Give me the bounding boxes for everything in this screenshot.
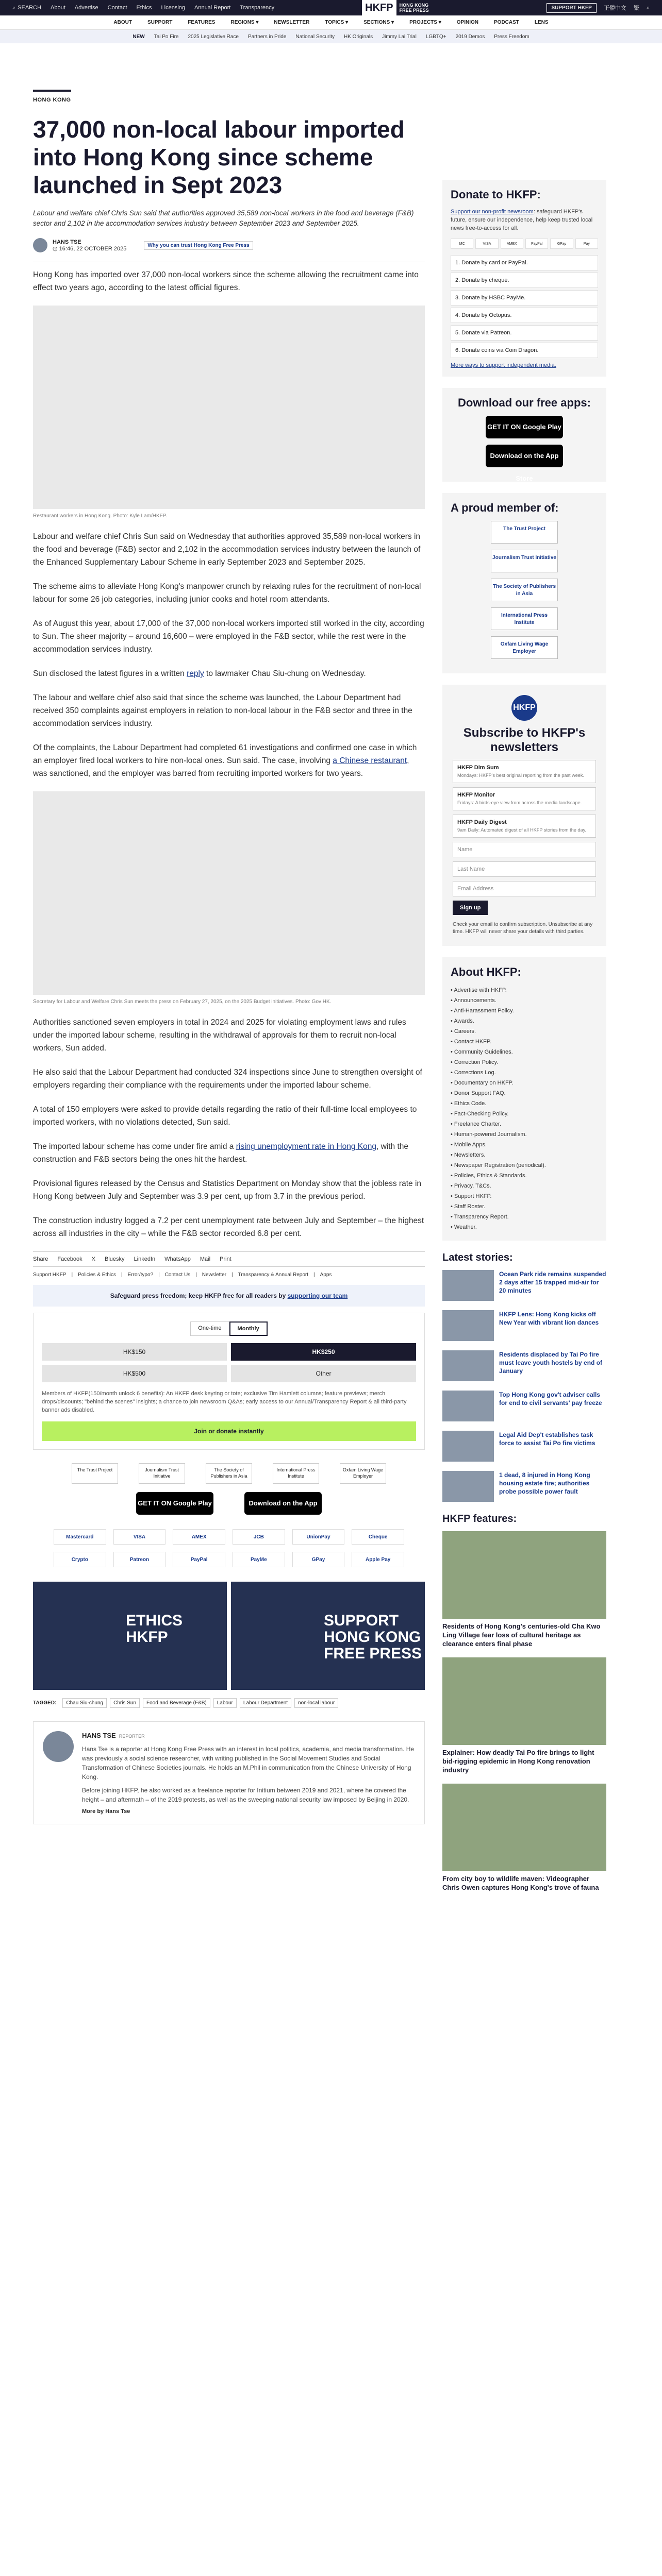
about-link[interactable]: • Policies, Ethics & Standards.: [451, 1171, 598, 1181]
apps-widget: [442, 388, 606, 482]
nav-sections[interactable]: SECTIONS ▾: [363, 20, 394, 25]
support-link[interactable]: Contact Us: [164, 1272, 191, 1278]
amount-option[interactable]: HK$150: [42, 1343, 227, 1361]
story-headline[interactable]: Residents displaced by Tai Po fire must leave youth hostels by end of January: [499, 1351, 603, 1375]
share-facebook[interactable]: Facebook: [57, 1256, 82, 1262]
donate-option[interactable]: 2. Donate by cheque.: [451, 273, 598, 288]
tag[interactable]: non-local labour: [294, 1698, 338, 1708]
top-bar: [0, 0, 662, 15]
about-link[interactable]: • Mobile Apps.: [451, 1140, 598, 1150]
trust-project-logo[interactable]: The Trust Project: [72, 1463, 118, 1484]
about-link[interactable]: • Transparency Report.: [451, 1212, 598, 1222]
paragraph: Of the complaints, the Labour Department had completed 61 investigations and confirmed one case in which an employer fired local workers to hire non-local ones. Sun said. The case, involving a Chinese restaurant, was sanctioned, and the employer was barred from recruiting imported workers for two years.: [33, 743, 417, 778]
payment-logo: Cheque: [352, 1529, 404, 1545]
hkfp-badge: HKFP: [511, 695, 537, 721]
amount-option[interactable]: HK$500: [42, 1365, 227, 1382]
support-link[interactable]: Newsletter: [202, 1272, 227, 1278]
separator: |: [71, 1272, 73, 1278]
feature-headline[interactable]: Explainer: How deadly Tai Po fire brings to light bid-rigging epidemic in Hong Kong renovation industry: [442, 1749, 594, 1774]
apps-title: Download our free apps:: [458, 396, 591, 409]
lang-zh-link[interactable]: 正體中文: [603, 5, 626, 11]
tag[interactable]: Chris Sun: [110, 1698, 140, 1708]
payment-logo: Apple Pay: [352, 1552, 404, 1567]
payment-logo: AMEX: [173, 1529, 225, 1545]
about-link[interactable]: • Documentary on HKFP.: [451, 1078, 598, 1088]
first-name-field[interactable]: Name: [453, 842, 596, 857]
paragraph: Authorities sanctioned seven employers in total in 2024 and 2025 for violating employment laws and rules under the imported labour scheme, resulting in the withdrawal of approvals for them to recruit non-local workers, Sun added.: [33, 1018, 406, 1053]
feature-image: [442, 1657, 606, 1745]
search-icon[interactable]: ⌕: [646, 4, 650, 11]
nav-newsletter[interactable]: NEWSLETTER: [274, 20, 310, 25]
about-link[interactable]: • Awards.: [451, 1016, 598, 1026]
about-link[interactable]: • Staff Roster.: [451, 1201, 598, 1212]
support-link[interactable]: Apps: [320, 1272, 332, 1278]
jti-logo[interactable]: Journalism Trust Initiative: [491, 550, 558, 572]
top-link-annual-report[interactable]: Annual Report: [194, 5, 231, 11]
share-x[interactable]: X: [91, 1256, 96, 1262]
story-thumbnail: [442, 1391, 494, 1421]
card-logo: VISA: [475, 239, 498, 249]
signup-button[interactable]: Sign up: [453, 901, 488, 915]
about-link[interactable]: • Donor Support FAQ.: [451, 1088, 598, 1098]
lang-zh-abbr[interactable]: 繁: [633, 5, 639, 11]
nav-podcast[interactable]: PODCAST: [494, 20, 519, 25]
feature-item[interactable]: [442, 1784, 606, 1892]
sopa-logo[interactable]: The Society of Publishers in Asia: [491, 579, 558, 601]
freq-monthly[interactable]: Monthly: [229, 1321, 268, 1336]
payment-logo: Patreon: [113, 1552, 166, 1567]
payment-logo: JCB: [233, 1529, 285, 1545]
search-link[interactable]: ⌕ SEARCH: [12, 4, 42, 11]
features-title: HKFP features:: [442, 1513, 517, 1524]
card-logo: Pay: [575, 239, 598, 249]
tags-label: TAGGED:: [33, 1700, 57, 1706]
lede: Hong Kong has imported over 37,000 non-local workers since the scheme allowing the recruitment came into effect two years ago, according to the latest official figures.: [33, 270, 419, 292]
story-item[interactable]: [442, 1471, 606, 1502]
top-link-advertise[interactable]: Advertise: [74, 5, 98, 11]
newsletter-option[interactable]: HKFP Dim Sum Mondays: HKFP's best original reporting from the past week.: [453, 760, 596, 783]
oxfam-logo[interactable]: Oxfam Living Wage Employer: [491, 636, 558, 659]
about-link[interactable]: • Corrections Log.: [451, 1067, 598, 1078]
payment-logo: GPay: [292, 1552, 345, 1567]
ipi-logo[interactable]: International Press Institute: [273, 1463, 319, 1484]
share-print[interactable]: Print: [220, 1256, 231, 1262]
author-box: [33, 1721, 425, 1824]
freq-one-time[interactable]: One-time: [190, 1321, 229, 1336]
nav-features[interactable]: FEATURES: [188, 20, 216, 25]
article-kicker[interactable]: HONG KONG: [33, 90, 71, 103]
paragraph: He also said that the Labour Department had conducted 324 inspections since June to strengthen oversight of employers regarding their compliance with the requirements under the imported labour scheme.: [33, 1068, 422, 1090]
nav-opinion[interactable]: OPINION: [456, 20, 478, 25]
member-title: A proud member of:: [451, 501, 559, 514]
membership-note: Members of HKFP(150/month unlock 6 benefits): An HKFP desk keyring or tote; exclusive Tim Hamlett columns; feature previews; merch drops/discounts; "behind the scenes" insights; a chance to join newsroom Q&As; early access to our Annual/Transparency Report & all third-party banner ads disabled.: [42, 1391, 407, 1413]
paragraph: The labour and welfare chief also said that since the scheme was launched, the Labour Department had received 350 complaints against employers in relation to non-local labour in the F&B sector and three in the accommodation services industry.: [33, 693, 412, 728]
about-link[interactable]: • Fact-Checking Policy.: [451, 1109, 598, 1119]
payment-logo: UnionPay: [292, 1529, 345, 1545]
donate-option[interactable]: 6. Donate coins via Coin Dragon.: [451, 343, 598, 358]
story-item[interactable]: [442, 1391, 606, 1421]
paragraph: Labour and welfare chief Chris Sun said on Wednesday that authorities approved 35,589 non-local workers in the food and beverage (F&B) sector and 2,102 in the accommodation services industry between the launch of the Enhanced Supplementary Labour Scheme in early September 2023 and September 2025.: [33, 532, 421, 567]
payment-logo: VISA: [113, 1529, 166, 1545]
separator: |: [158, 1272, 160, 1278]
about-link[interactable]: • Ethics Code.: [451, 1098, 598, 1109]
donate-title: Donate to HKFP:: [451, 188, 541, 201]
share-bar: [33, 1251, 425, 1267]
top-link-licensing[interactable]: Licensing: [161, 5, 185, 11]
hot-link[interactable]: Partners in Pride: [247, 33, 287, 40]
feature-image: [442, 1531, 606, 1619]
latest-title: Latest stories:: [442, 1252, 513, 1263]
top-link-ethics[interactable]: Ethics: [136, 5, 152, 11]
search-icon: ⌕: [12, 4, 16, 11]
hot-link[interactable]: HK Originals: [343, 33, 373, 40]
nav-support[interactable]: SUPPORT: [147, 20, 173, 25]
email-field[interactable]: Email Address: [453, 881, 596, 896]
tag[interactable]: Labour: [213, 1698, 237, 1708]
about-link[interactable]: • Advertise with HKFP.: [451, 985, 598, 995]
top-link-transparency[interactable]: Transparency: [240, 5, 275, 11]
separator: |: [195, 1272, 197, 1278]
google-play-badge[interactable]: GET IT ON Google Play: [486, 416, 563, 438]
separator: |: [313, 1272, 315, 1278]
trust-pill[interactable]: Why you can trust Hong Kong Free Press: [144, 241, 253, 250]
card-logos: [451, 239, 598, 249]
about-title: About HKFP:: [451, 965, 521, 978]
share-whatsapp[interactable]: WhatsApp: [164, 1256, 191, 1262]
donate-option[interactable]: 5. Donate via Patreon.: [451, 325, 598, 341]
byline: [33, 238, 425, 252]
support-team-link[interactable]: supporting our team: [287, 1292, 348, 1299]
app-store-badge[interactable]: Download on the App Store: [486, 445, 563, 467]
member-widget: [442, 493, 606, 673]
donate-option[interactable]: 3. Donate by HSBC PayMe.: [451, 290, 598, 306]
story-headline[interactable]: Top Hong Kong gov't adviser calls for end to civil servants' pay freeze: [499, 1391, 602, 1406]
join-donate-button[interactable]: Join or donate instantly: [42, 1421, 416, 1441]
ethics-promo[interactable]: ETHICS HKFP: [33, 1582, 227, 1690]
separator: |: [231, 1272, 233, 1278]
story-thumbnail: [442, 1310, 494, 1341]
support-hkfp-button[interactable]: SUPPORT HKFP: [547, 3, 596, 13]
amount-option[interactable]: Other: [231, 1365, 416, 1382]
newsletter-note: Check your email to confirm subscription. Unsubscribe at any time. HKFP will never share your details with third parties.: [453, 922, 593, 935]
story-headline[interactable]: 1 dead, 8 injured in Hong Kong housing estate fire; authorities probe possible power fault: [499, 1471, 590, 1495]
article-dek: Labour and welfare chief Chris Sun said that authorities approved 35,589 non-local workers in the food and beverage (F&B) sector and 2,102 in the accommodation services industry between September 2023 and September 2025.: [33, 209, 414, 227]
article-date: ◷ 16:46, 22 OCTOBER 2025: [53, 245, 127, 252]
main-nav: [0, 15, 662, 30]
feature-headline[interactable]: Residents of Hong Kong's centuries-old Cha Kwo Ling Village fear loss of cultural heritage as clearance enters final phase: [442, 1622, 601, 1648]
author-box-name[interactable]: HANS TSE: [82, 1732, 116, 1739]
nav-lens[interactable]: LENS: [534, 20, 549, 25]
top-link-about[interactable]: About: [51, 5, 65, 11]
tag[interactable]: Chau Siu-chung: [62, 1698, 107, 1708]
story-item[interactable]: [442, 1270, 606, 1301]
image-caption: Restaurant workers in Hong Kong. Photo: Kyle Lam/HKFP.: [33, 513, 167, 519]
article-image-chris-sun: [33, 791, 425, 995]
safeguard-banner: Safeguard press freedom; keep HKFP free for all readers by supporting our team: [33, 1285, 425, 1307]
story-thumbnail: [442, 1431, 494, 1462]
about-link[interactable]: • Announcements.: [451, 995, 598, 1006]
share-bluesky[interactable]: Bluesky: [105, 1256, 125, 1262]
story-item[interactable]: [442, 1310, 606, 1341]
more-ways-link[interactable]: More ways to support independent media.: [451, 362, 556, 368]
sidebar: [442, 180, 606, 1901]
hot-topics-bar: [0, 30, 662, 43]
story-headline[interactable]: Ocean Park ride remains suspended 2 days after 15 trapped mid-air for 20 minutes: [499, 1270, 606, 1294]
card-logo: AMEX: [501, 239, 523, 249]
last-name-field[interactable]: Last Name: [453, 861, 596, 877]
brand-name-line2: FREE PRESS: [399, 8, 429, 13]
brand-name-line1: HONG KONG: [399, 3, 429, 8]
support-promo[interactable]: SUPPORT HONG KONG FREE PRESS: [231, 1582, 425, 1690]
nav-regions[interactable]: REGIONS ▾: [230, 20, 259, 25]
about-link[interactable]: • Privacy, T&Cs.: [451, 1181, 598, 1191]
paragraph: Sun disclosed the latest figures in a written reply to lawmaker Chau Siu-chung on Wednesday.: [33, 669, 366, 678]
payment-logo: PayPal: [173, 1552, 225, 1567]
support-links: [33, 1272, 425, 1278]
payment-logo: PayMe: [233, 1552, 285, 1567]
trust-project-logo[interactable]: The Trust Project: [491, 521, 558, 544]
reply-link[interactable]: reply: [187, 669, 204, 678]
about-link[interactable]: • Freelance Charter.: [451, 1119, 598, 1129]
story-item[interactable]: [442, 1431, 606, 1462]
newsletter-option[interactable]: HKFP Daily Digest 9am Daily: Automated digest of all HKFP stories from the day.: [453, 815, 596, 838]
donate-option[interactable]: 4. Donate by Octopus.: [451, 308, 598, 323]
share-mail[interactable]: Mail: [200, 1256, 211, 1262]
app-stores: [33, 1492, 425, 1530]
story-thumbnail: [442, 1471, 494, 1502]
feature-headline[interactable]: From city boy to wildlife maven: Videographer Chris Owen captures Hong Kong's trove of fauna: [442, 1875, 599, 1891]
tag[interactable]: Food and Beverage (F&B): [143, 1698, 210, 1708]
author-bio: Hans Tse is a reporter at Hong Kong Free Press with an interest in local politics, academia, and media transformation. He was previously a social science researcher, with writing published in the Social Movement Studies and Social Transformation of Chinese Societies journals. He holds an M.Phil in communication from the Chinese University of Hong Kong.: [82, 1745, 415, 1781]
clock-icon: ◷: [53, 245, 58, 252]
nav-projects[interactable]: PROJECTS ▾: [409, 20, 441, 25]
hkfp-logo: HKFP: [362, 0, 396, 15]
jti-logo[interactable]: Journalism Trust Initiative: [139, 1463, 185, 1484]
amount-option[interactable]: HK$250: [231, 1343, 416, 1361]
hot-link[interactable]: 2025 Legislative Race: [188, 33, 239, 40]
restaurant-link[interactable]: a Chinese restaurant: [333, 756, 407, 765]
support-link[interactable]: Error/typo?: [127, 1272, 154, 1278]
feature-image: [442, 1784, 606, 1871]
card-logo: MC: [451, 239, 473, 249]
card-logo: PayPal: [525, 239, 548, 249]
story-thumbnail: [442, 1270, 494, 1301]
story-headline[interactable]: Legal Aid Dep't establishes task force to assist Tai Po fire victims: [499, 1431, 595, 1447]
paragraph: The construction industry logged a 7.2 per cent unemployment rate between July and September – the highest across all industries in the city – while the F&B sector recorded 6.8 per cent.: [33, 1216, 424, 1238]
sopa-logo[interactable]: The Society of Publishers in Asia: [206, 1463, 252, 1484]
story-item[interactable]: [442, 1350, 606, 1381]
author-bio: Before joining HKFP, he also worked as a freelance reporter for Initium between 2019 and 2021, where he covered the height – and aftermath – of the 2019 protests, as well as the sweeping national security law imposed by Beijing in 2020.: [82, 1787, 409, 1803]
more-by-author-link[interactable]: More by Hans Tse: [82, 1808, 130, 1815]
trust-badges: [33, 1463, 425, 1484]
nav-topics[interactable]: TOPICS ▾: [325, 20, 349, 25]
app-store-badge[interactable]: Download on the App Store: [244, 1492, 322, 1515]
about-link[interactable]: • Correction Policy.: [451, 1057, 598, 1067]
paragraph: As of August this year, about 17,000 of the 37,000 non-local workers imported still worked in the city, according to Sun. The sheer majority – around 16,600 – were employed in the F&B sector, while the rest were in the accommodation services industry.: [33, 619, 424, 654]
card-logo: GPay: [550, 239, 573, 249]
about-link[interactable]: • Careers.: [451, 1026, 598, 1037]
newsletter-option[interactable]: HKFP Monitor Fridays: A birds-eye view from across the media landscape.: [453, 787, 596, 810]
payment-logo: Mastercard: [54, 1529, 106, 1545]
paragraph: Provisional figures released by the Census and Statistics Department on Monday show that the jobless rate in Hong Kong between July and September was 3.9 per cent, up from 3.7 in the previous period.: [33, 1179, 422, 1201]
story-headline[interactable]: HKFP Lens: Hong Kong kicks off New Year with vibrant lion dances: [499, 1311, 599, 1326]
nav-about[interactable]: ABOUT: [113, 20, 132, 25]
support-link[interactable]: Transparency & Annual Report: [238, 1272, 309, 1278]
article-title: 37,000 non-local labour imported into Hong Kong since scheme launched in Sept 2023: [33, 116, 405, 198]
support-link[interactable]: Policies & Ethics: [78, 1272, 117, 1278]
article: [33, 90, 425, 1901]
site-logo[interactable]: [362, 0, 428, 15]
separator: |: [121, 1272, 123, 1278]
latest-stories: [442, 1252, 606, 1502]
story-thumbnail: [442, 1350, 494, 1381]
about-link[interactable]: • Newspaper Registration (periodical).: [451, 1160, 598, 1171]
paragraph: A total of 150 employers were asked to provide details regarding the ratio of their full-time local employees to imported workers, with no violations detected, Sun said.: [33, 1105, 417, 1127]
donate-option[interactable]: 1. Donate by card or PayPal.: [451, 255, 598, 270]
hot-link[interactable]: Press Freedom: [494, 33, 529, 40]
about-link[interactable]: • Weather.: [451, 1222, 598, 1232]
author-name[interactable]: HANS TSE: [53, 239, 81, 245]
payment-logo: Crypto: [54, 1552, 106, 1567]
hot-link[interactable]: 2019 Demos: [455, 33, 485, 40]
share-linkedin[interactable]: LinkedIn: [134, 1256, 156, 1262]
hot-link[interactable]: Jimmy Lai Trial: [382, 33, 417, 40]
feature-item[interactable]: [442, 1531, 606, 1648]
author-photo: [43, 1731, 74, 1762]
donate-widget: Donate to HKFP: Support our non-profit newsroom: safeguard HKFP's future, ensure our independence, help keep trusted local news free-to-access for all. MC VISA AMEX PayPal GPay Pay 1. Donate by card or PayPal. 2. Donate by cheque. 3. Donate by HSBC PayMe. 4. Donate by Octopus. 5. Donate via Patreon. 6. Donate coins via Coin Dragon. More ways to support independent media.: [442, 180, 606, 377]
about-link[interactable]: • Community Guidelines.: [451, 1047, 598, 1057]
paragraph: The imported labour scheme has come under fire amid a rising unemployment rate in Hong Kong, with the construction and F&B sectors being the ones hit the hardest.: [33, 1142, 409, 1164]
about-link[interactable]: • Contact HKFP.: [451, 1037, 598, 1047]
about-link[interactable]: • Support HKFP.: [451, 1191, 598, 1201]
frequency-toggle: [42, 1321, 416, 1336]
about-link[interactable]: • Anti-Harassment Policy.: [451, 1006, 598, 1016]
author-avatar: [33, 238, 47, 252]
hot-link[interactable]: Tai Po Fire: [154, 33, 179, 40]
google-play-badge[interactable]: GET IT ON Google Play: [136, 1492, 213, 1515]
support-link[interactable]: Support HKFP: [33, 1272, 67, 1278]
share-label: Share: [33, 1256, 48, 1262]
newsletter-widget: [442, 685, 606, 946]
hot-link[interactable]: National Security: [295, 33, 335, 40]
article-image-restaurant: [33, 306, 425, 509]
promo-banners: [33, 1582, 425, 1690]
non-profit-link[interactable]: Support our non-profit newsroom: [451, 209, 534, 215]
about-link[interactable]: • Human-powered Journalism.: [451, 1129, 598, 1140]
new-label: NEW: [133, 33, 145, 40]
donation-box: [33, 1313, 425, 1450]
tag[interactable]: Labour Department: [240, 1698, 291, 1708]
about-widget: [442, 957, 606, 1241]
amount-grid: [42, 1343, 416, 1382]
payment-methods: [33, 1521, 425, 1575]
hot-link[interactable]: LGBTQ+: [425, 33, 446, 40]
top-link-contact[interactable]: Contact: [107, 5, 127, 11]
author-role: REPORTER: [119, 1734, 145, 1739]
image-caption: Secretary for Labour and Welfare Chris Sun meets the press on February 27, 2025, on the 2025 Budget initiatives. Photo: Gov HK.: [33, 999, 332, 1005]
paragraph: The scheme aims to alleviate Hong Kong's manpower crunch by relaxing rules for the recruitment of non-local labour for some 26 job categories, including junior cooks and hotel room attendants.: [33, 582, 421, 604]
features-widget: [442, 1513, 606, 1892]
about-link[interactable]: • Newsletters.: [451, 1150, 598, 1160]
unemployment-link[interactable]: rising unemployment rate in Hong Kong: [236, 1142, 376, 1151]
ipi-logo[interactable]: International Press Institute: [491, 607, 558, 630]
tag-list: [33, 1698, 425, 1708]
newsletter-title: Subscribe to HKFP's newsletters: [463, 726, 586, 754]
feature-item[interactable]: [442, 1657, 606, 1774]
oxfam-logo[interactable]: Oxfam Living Wage Employer: [340, 1463, 386, 1484]
